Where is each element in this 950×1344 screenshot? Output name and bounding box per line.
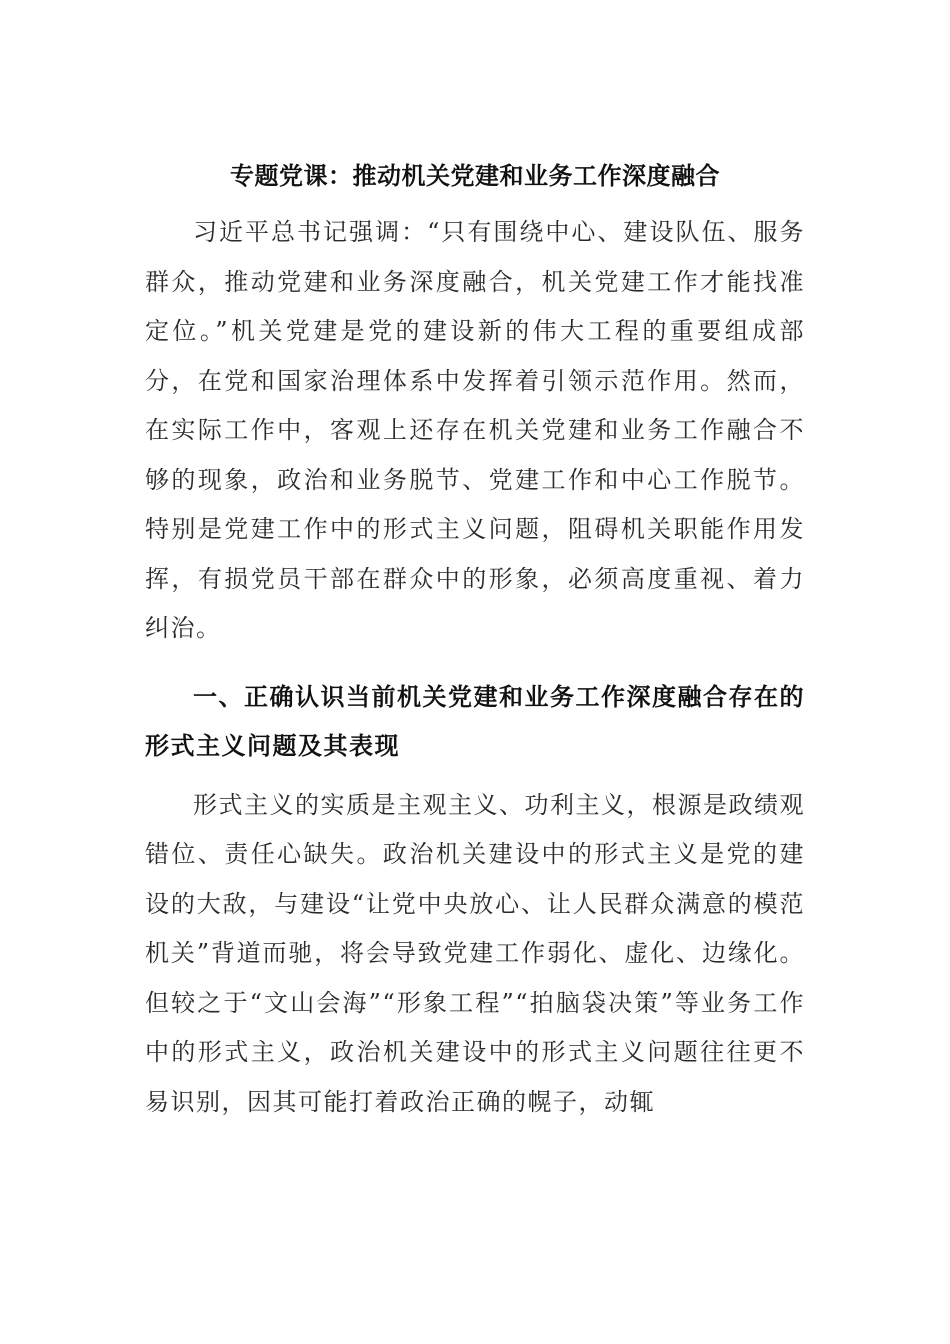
section-paragraph: 形式主义的实质是主观主义、功利主义，根源是政绩观错位、责任心缺失。政治机关建设中的形式主义是党的建设的大敌，与建设“让党中央放心、让人民群众满意的模范机关”背道而驰，将会导致党建工作弱化、虚化、边缘化。但较之于“文山会海”“形象工程”“拍脑袋决策”等业务工作中的形式主义，政治机关建设中的形式主义问题往往更不易识别，因其可能打着政治正确的幌子，动辄 [145, 790, 805, 1116]
section-heading: 一、正确认识当前机关党建和业务工作深度融合存在的形式主义问题及其表现 [145, 681, 805, 760]
document-body [145, 155, 805, 1127]
document-title: 专题党课：推动机关党建和业务工作深度融合 [230, 161, 720, 190]
intro-paragraph: 习近平总书记强调：“只有围绕中心、建设队伍、服务群众，推动党建和业务深度融合，机关党建工作才能找准定位。”机关党建是党的建设新的伟大工程的重要组成部分，在党和国家治理体系中发挥着引领示范作用。然而，在实际工作中，客观上还存在机关党建和业务工作融合不够的现象，政治和业务脱节、党建工作和中心工作脱节。特别是党建工作中的形式主义问题，阻碍机关职能作用发挥，有损党员干部在群众中的形象，必须高度重视、着力纠治。 [145, 218, 805, 642]
